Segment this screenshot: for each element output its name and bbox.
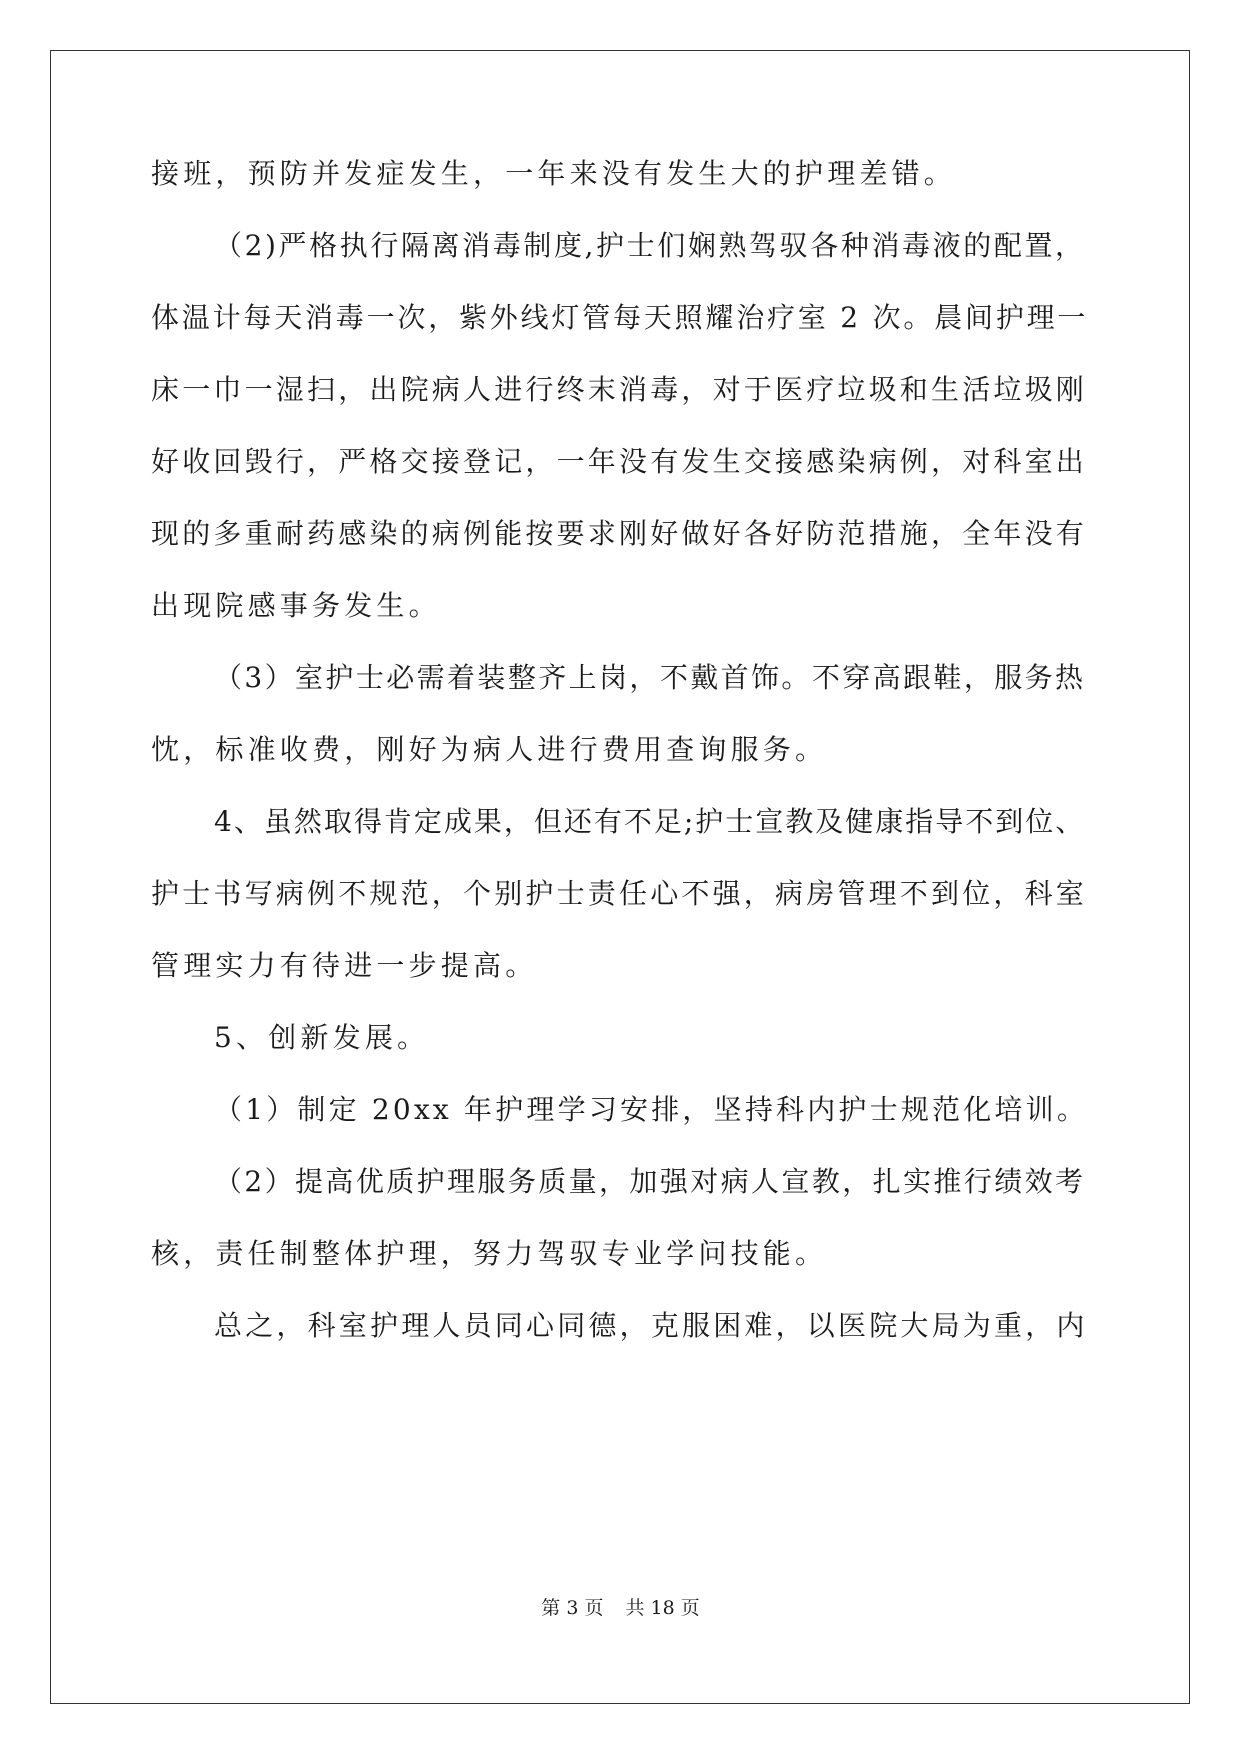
text-line: （2)严格执行隔离消毒制度,护士们娴熟驾驭各种消毒液的配置，	[214, 229, 1086, 262]
text-line: 管理实力有待进一步提高。	[151, 949, 538, 982]
text-line: 核，责任制整体护理，努力驾驭专业学问技能。	[151, 1237, 828, 1270]
text-line: 出现院感事务发生。	[151, 589, 441, 622]
text-line: 总之，科室护理人员同心同德，克服困难，以医院大局为重，内	[214, 1309, 1088, 1342]
text-line: 忱，标准收费，刚好为病人进行费用查询服务。	[151, 733, 828, 766]
text-line: （3）室护士必需着装整齐上岗，不戴首饰。不穿高跟鞋，服务热	[214, 661, 1086, 694]
text-line: 体温计每天消毒一次，紫外线灯管每天照耀治疗室 2 次。晨间护理一	[151, 301, 1089, 334]
text-line: 好收回毁行，严格交接登记，一年没有发生交接感染病例，对科室出	[151, 445, 1088, 478]
page-footer	[0, 1596, 1241, 1620]
text-line: 接班，预防并发症发生，一年来没有发生大的护理差错。	[151, 157, 957, 190]
text-line: 现的多重耐药感染的病例能按要求刚好做好各好防范措施，全年没有	[151, 517, 1088, 550]
text-line: （2）提高优质护理服务质量，加强对病人宣教，扎实推行绩效考	[214, 1165, 1086, 1198]
text-line: 护士书写病例不规范，个别护士责任心不强，病房管理不到位，科室	[151, 877, 1088, 910]
page-number: 第 3 页	[541, 1597, 604, 1619]
text-line: 4、虽然取得肯定成果，但还有不足;护士宣教及健康指导不到位、	[214, 805, 1086, 838]
page-total: 共 18 页	[625, 1597, 700, 1619]
text-line: 5、创新发展。	[214, 1021, 430, 1054]
text-line: （1）制定 20xx 年护理学习安排，坚持科内护士规范化培训。	[214, 1093, 1089, 1126]
text-line: 床一巾一湿扫，出院病人进行终末消毒，对于医疗垃圾和生活垃圾刚	[151, 373, 1088, 406]
